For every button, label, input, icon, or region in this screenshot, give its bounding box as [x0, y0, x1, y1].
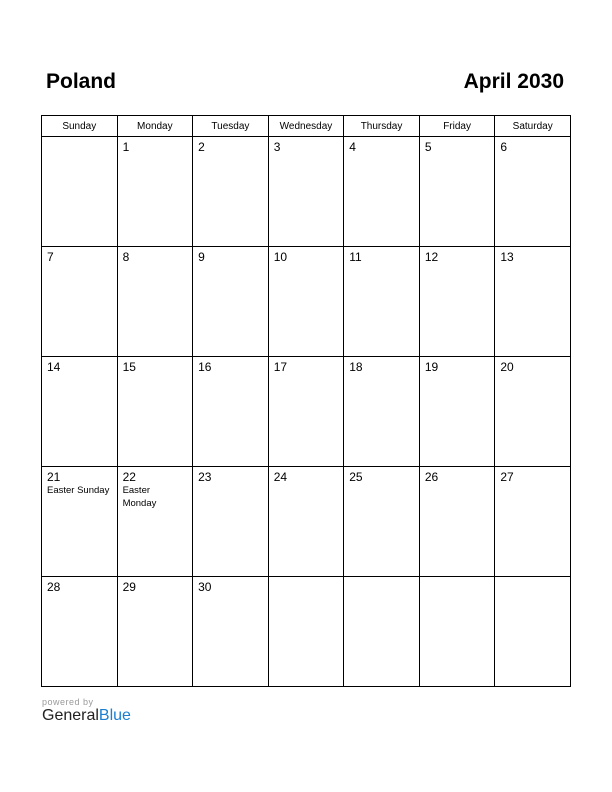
day-number: 25 [349, 470, 363, 484]
day-cell [117, 577, 193, 687]
brand-name-part2: Blue [98, 707, 131, 724]
week-row [42, 467, 571, 577]
brand-name-part1: General [42, 707, 99, 724]
day-cell [419, 467, 495, 577]
day-cell [117, 247, 193, 357]
day-cell [42, 577, 118, 687]
day-cell [495, 137, 571, 247]
day-cell [193, 357, 269, 467]
day-cell [268, 247, 344, 357]
weekday-header: Wednesday [268, 116, 344, 137]
day-cell [419, 357, 495, 467]
day-number: 21 [47, 470, 61, 484]
day-number: 20 [500, 360, 514, 374]
day-number: 29 [122, 580, 136, 594]
weekday-header: Saturday [495, 116, 571, 137]
day-cell [268, 137, 344, 247]
weekday-header: Sunday [42, 116, 118, 137]
day-cell [419, 247, 495, 357]
day-cell [268, 467, 344, 577]
day-cell [419, 137, 495, 247]
day-number: 30 [198, 580, 212, 594]
week-row [42, 357, 571, 467]
week-row [42, 137, 571, 247]
holiday-label: Easter Monday [122, 485, 157, 509]
day-number: 18 [349, 360, 363, 374]
day-cell [117, 137, 193, 247]
weekday-header: Monday [117, 116, 193, 137]
day-cell [117, 357, 193, 467]
day-number: 28 [47, 580, 61, 594]
day-number: 24 [273, 470, 288, 484]
day-number: 3 [273, 140, 281, 154]
day-number: 14 [47, 360, 61, 374]
day-number: 15 [122, 360, 136, 374]
day-cell [495, 357, 571, 467]
country-title: Poland [46, 70, 117, 93]
month-year-title: April 2030 [463, 70, 564, 93]
day-cell [495, 577, 571, 687]
day-cell [344, 577, 420, 687]
day-cell [193, 467, 269, 577]
day-number: 19 [424, 360, 439, 374]
day-number: 2 [198, 140, 205, 154]
day-cell [268, 577, 344, 687]
brand-logo [42, 707, 131, 725]
week-row [42, 577, 571, 687]
footer-branding [42, 697, 131, 725]
day-cell [42, 247, 118, 357]
week-row [42, 247, 571, 357]
day-cell [419, 577, 495, 687]
day-cell [193, 247, 269, 357]
day-number: 27 [500, 470, 514, 484]
weekday-header-row [42, 116, 571, 137]
day-cell [117, 467, 193, 577]
day-cell [344, 357, 420, 467]
weekday-header: Tuesday [193, 116, 269, 137]
day-cell [495, 247, 571, 357]
day-number: 13 [500, 250, 514, 264]
weekday-header: Friday [419, 116, 495, 137]
powered-by-text: powered by [42, 697, 94, 707]
day-number: 4 [349, 140, 356, 154]
day-number: 11 [349, 250, 362, 264]
day-cell [193, 137, 269, 247]
day-cell [42, 467, 118, 577]
holiday-label: Easter Sunday [47, 485, 110, 496]
day-number: 12 [424, 250, 439, 264]
day-cell [495, 467, 571, 577]
day-number: 1 [122, 140, 130, 154]
day-cell [344, 137, 420, 247]
day-number: 7 [47, 250, 54, 264]
day-cell [193, 577, 269, 687]
day-number: 17 [273, 360, 288, 374]
day-number: 22 [122, 470, 136, 484]
day-number: 9 [198, 250, 205, 264]
day-cell [42, 357, 118, 467]
day-number: 6 [500, 140, 508, 154]
day-number: 16 [198, 360, 212, 374]
weekday-header: Thursday [344, 116, 420, 137]
day-cell [344, 247, 420, 357]
day-cell [344, 467, 420, 577]
calendar-grid [41, 115, 571, 687]
day-number: 10 [273, 250, 288, 264]
day-cell [268, 357, 344, 467]
day-number: 23 [198, 470, 212, 484]
day-cell [42, 137, 118, 247]
day-number: 5 [424, 140, 432, 154]
day-number: 26 [424, 470, 439, 484]
day-number: 8 [122, 250, 130, 264]
